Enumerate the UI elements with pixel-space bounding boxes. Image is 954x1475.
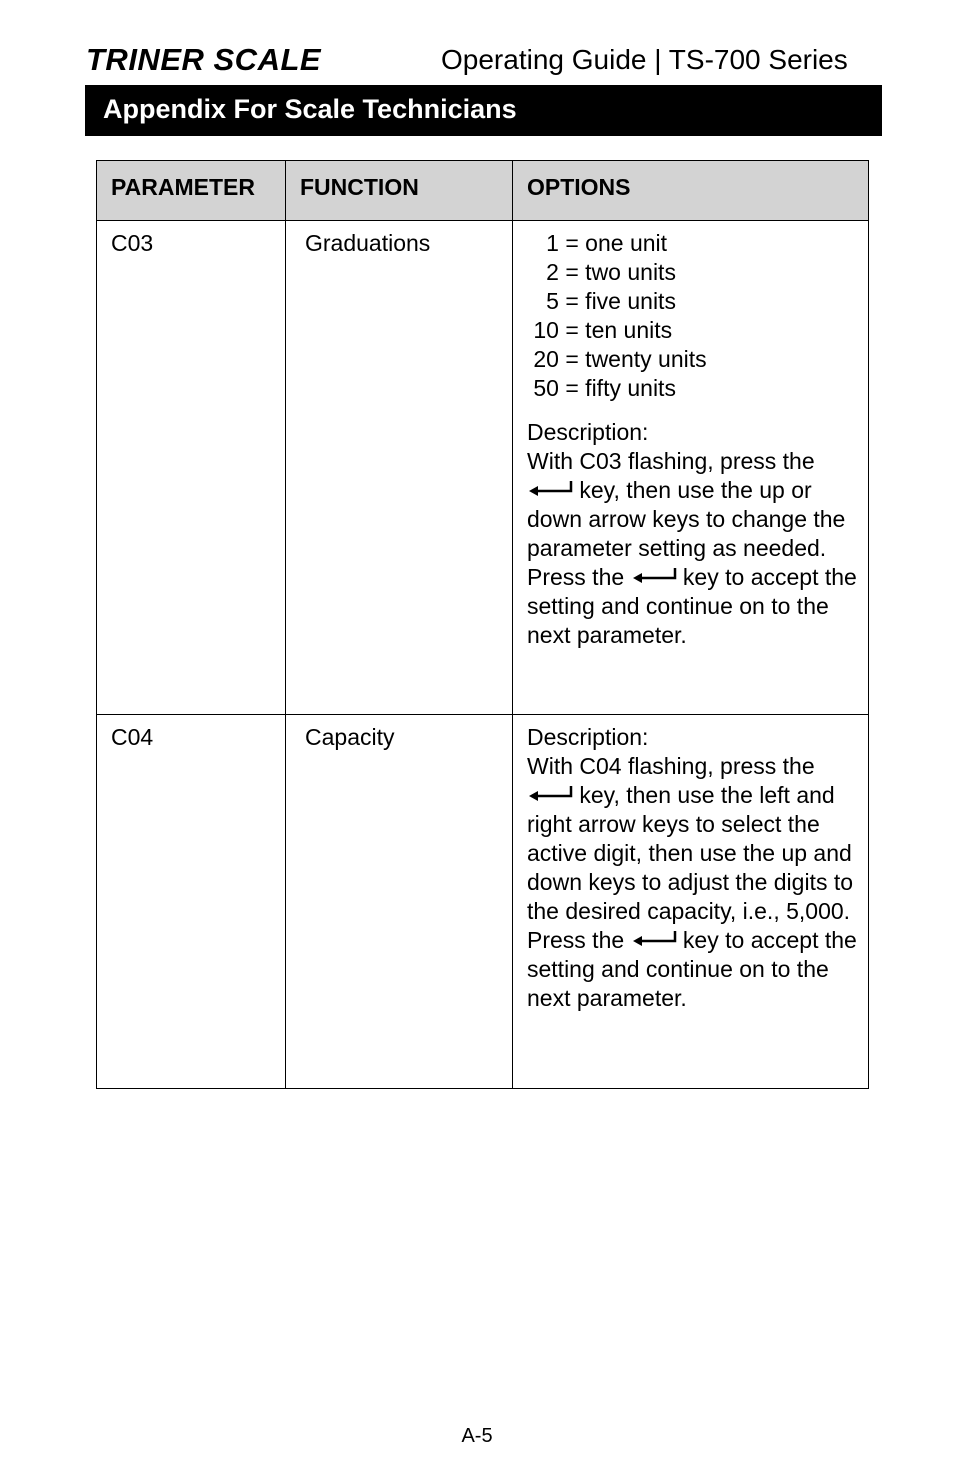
description-text: With C04 flashing, press the key, then use the left and right arrow keys to select the active digit, then use the up and down keys to adjust the digits to the desired capacity, i.e., 5,000.	[527, 753, 854, 924]
options-cell	[513, 715, 869, 1089]
option-line: 50 = fifty units	[527, 375, 676, 401]
table-row-c03	[97, 221, 869, 715]
brand-logo: TRINER SCALE	[86, 42, 322, 77]
option-line: 10 = ten units	[527, 317, 673, 343]
option-line: 20 = twenty units	[527, 346, 707, 372]
enter-key-icon	[527, 478, 573, 500]
table-header-row	[97, 161, 869, 221]
header-parameter: PARAMETER	[97, 161, 286, 221]
description-text: With C03 flashing, press the key, then use the up or down arrow keys to change the parameter setting as needed.	[527, 448, 846, 561]
accept-text: Press the key to accept the setting and continue on to the next parameter.	[527, 927, 857, 1011]
function-cell: Capacity	[286, 715, 513, 1089]
enter-key-icon	[527, 783, 573, 805]
parameter-table	[96, 160, 869, 1089]
enter-key-icon	[631, 928, 677, 950]
section-title: Appendix For Scale Technicians	[103, 94, 517, 124]
header-function: FUNCTION	[286, 161, 513, 221]
description-label: Description:	[527, 724, 649, 750]
section-header	[85, 85, 882, 136]
option-line: 5 = five units	[527, 288, 676, 314]
description-label: Description:	[527, 419, 649, 445]
enter-key-icon	[631, 565, 677, 587]
accept-text: Press the key to accept the setting and continue on to the next parameter.	[527, 564, 857, 648]
header-options: OPTIONS	[513, 161, 869, 221]
option-line: 1 = one unit	[527, 230, 668, 256]
parameter-cell: C03	[97, 221, 286, 715]
options-cell	[513, 221, 869, 715]
parameter-cell: C04	[97, 715, 286, 1089]
option-line: 2 = two units	[527, 259, 676, 285]
page-number: A-5	[461, 1425, 493, 1447]
guide-title: Operating Guide | TS-700 Series	[441, 44, 848, 75]
table-row-c04	[97, 715, 869, 1089]
function-cell: Graduations	[286, 221, 513, 715]
